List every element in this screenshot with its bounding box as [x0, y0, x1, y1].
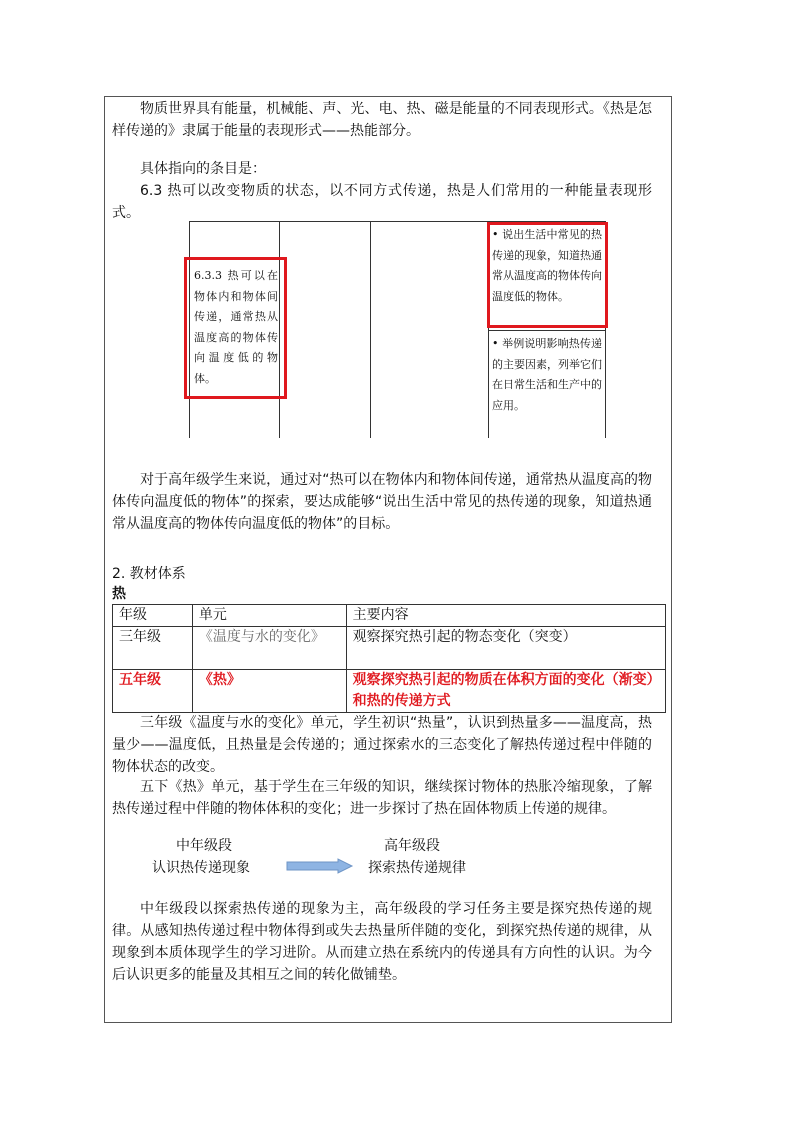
standard-item-2: • 举例说明影响热传递的主要因素，列举它们在日常生活和生产中的应用。 [492, 337, 602, 412]
cell-content: 观察探究热引起的物质在体积方面的变化（渐变）和热的传递方式 [346, 670, 665, 713]
item-6-3-paragraph: 6.3 热可以改变物质的状态，以不同方式传递，热是人们常用的一种能量表现形式。 [112, 183, 652, 221]
curriculum-table [112, 604, 666, 713]
table-row [113, 627, 666, 670]
table-header-row [113, 605, 666, 627]
standard-6-3-3: 6.3.3 热可以在物体内和物体间传递，通常热从温度高的物体传向温度低的物体。 [194, 269, 278, 385]
progression-arrow-icon [286, 858, 354, 874]
cell-grade: 三年级 [113, 627, 193, 670]
section-heading: 2. 教材体系 [112, 566, 186, 582]
header-unit: 单元 [192, 605, 346, 627]
grade5-paragraph: 五下《热》单元，基于学生在三年级的知识，继续探讨物体的热胀冷缩现象，了解热传递过程中伴随的物体体积的变化；进一步探讨了热在固体物质上传递的规律。 [112, 779, 652, 817]
high-grade-desc: 探索热传递规律 [368, 860, 466, 876]
specific-label: 具体指向的条目是： [140, 161, 266, 177]
middle-grade-desc: 认识热传递现象 [152, 860, 250, 876]
standard-item-1: • 说出生活中常见的热传递的现象，知道热通常从温度高的物体传向温度低的物体。 [492, 228, 602, 303]
conclusion-paragraph: 中年级段以探索热传递的现象为主，高年级段的学习任务主要是探究热传递的规律。从感知热传递过程中物体得到或失去热量所伴随的变化，到探究热传递的规律，从现象到本质体现学生的学习进阶。从而建立热在系统内的传递具有方向性的认识。为今后认识更多的能量及其相互之间的转化做铺垫。 [112, 901, 652, 983]
section-subheading: 热 [112, 586, 126, 602]
header-content: 主要内容 [346, 605, 665, 627]
high-grade-label: 高年级段 [384, 838, 440, 854]
arrow-shape [287, 859, 352, 873]
highlight-box-goal [487, 222, 608, 328]
cell-grade: 五年级 [113, 670, 193, 713]
cell-unit: 《温度与水的变化》 [192, 627, 346, 670]
table-row [113, 670, 666, 713]
middle-grade-label: 中年级段 [176, 838, 232, 854]
grade3-paragraph: 三年级《温度与水的变化》单元，学生初识“热量”，认识到热量多——温度高，热量少——温度低，且热量是会传递的；通过探索水的三态变化了解热传递过程中伴随的物体状态的改变。 [112, 715, 652, 775]
highlight-box-standard [184, 257, 287, 399]
cell-content: 观察探究热引起的物态变化（突变） [346, 627, 665, 670]
intro-paragraph: 物质世界具有能量，机械能、声、光、电、热、磁是能量的不同表现形式。《热是怎样传递的》隶属于能量的表现形式——热能部分。 [112, 101, 652, 139]
analysis-paragraph: 对于高年级学生来说，通过对“热可以在物体内和物体间传递，通常热从温度高的物体传向温度低的物体”的探索，要达成能够“说出生活中常见的热传递的现象，知道热通常从温度高的物体传向温度低的物体”的目标。 [112, 472, 652, 532]
header-grade: 年级 [113, 605, 193, 627]
cell-unit: 《热》 [192, 670, 346, 713]
